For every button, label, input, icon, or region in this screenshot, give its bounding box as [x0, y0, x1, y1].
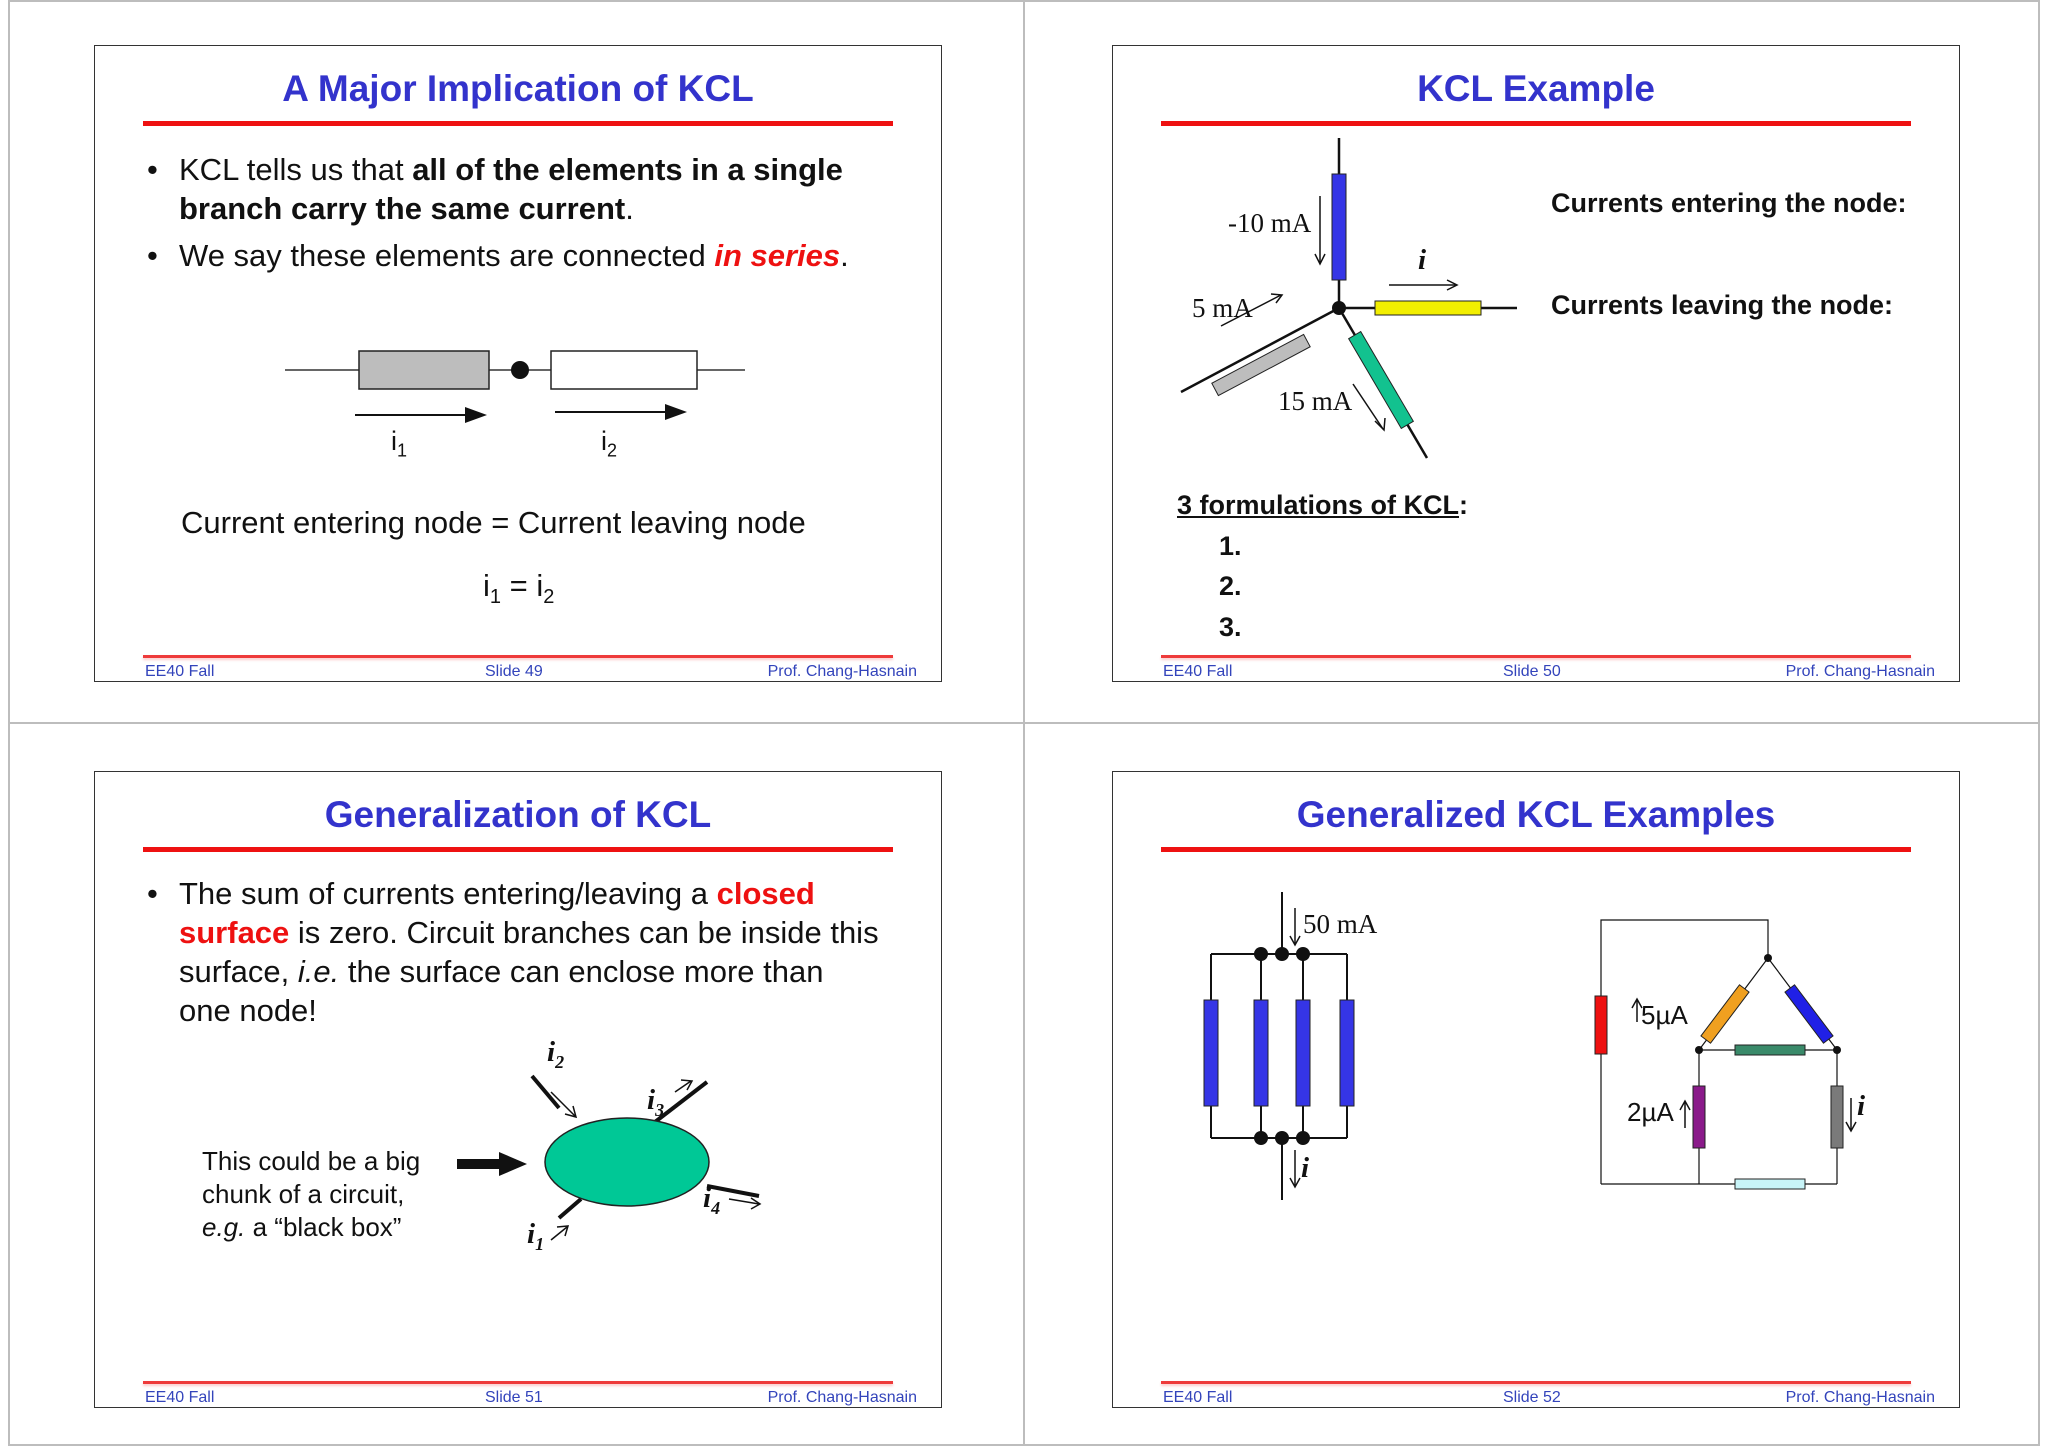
bridge-network — [1595, 920, 1856, 1189]
closed-surface-diagram — [95, 772, 943, 1409]
slide-title: Generalization of KCL — [324, 794, 712, 835]
arrow-i1-head — [465, 407, 487, 423]
kcl-equation: $i_1 = i_2$ — [483, 568, 555, 609]
footer-rule — [1161, 1381, 1911, 1384]
generalized-kcl-diagrams — [1113, 772, 1961, 1409]
arrow-i2-head — [665, 404, 687, 420]
slide-50 — [1112, 45, 1960, 682]
arrow-15mA — [1353, 384, 1383, 429]
footer-rule — [143, 1381, 893, 1384]
currents-leaving-label: Currents leaving the node: — [1551, 290, 1894, 320]
bullet-text: . — [625, 191, 634, 226]
green-resistor — [1349, 332, 1414, 429]
bullet-item: • The sum of currents entering/leaving a closed surface is zero. Circuit branches can be inside this surface, i.e. the surface can enclose more than one node! — [143, 874, 883, 1030]
yellow-resistor — [1375, 301, 1481, 315]
gray-resistor — [359, 351, 489, 389]
slide-title: KCL Example — [1417, 68, 1655, 109]
bullet-text: . — [840, 238, 849, 273]
black-box-note: This could be a big chunk of a circuit, e.g. a “black box” — [202, 1146, 421, 1242]
label-i4: $i_4$ — [703, 1182, 721, 1218]
label-i1: $i_1$ — [527, 1218, 545, 1254]
footer-rule — [143, 655, 893, 658]
footer-course: EE40 Fall — [145, 1389, 215, 1406]
slide-52 — [1112, 771, 1960, 1408]
slide-title: Generalized KCL Examples — [1296, 794, 1776, 835]
formulations-heading: 3 formulations of KCL: — [1177, 490, 1468, 520]
formulation-item: 1. — [1219, 531, 1242, 561]
bullet-text: We say these elements are connected — [179, 238, 715, 273]
label-i: i — [1418, 244, 1427, 276]
label-15ma: 15 mA — [1278, 386, 1353, 416]
node-dot — [511, 361, 529, 379]
horizontal-divider — [8, 722, 2040, 724]
formulation-item: 2. — [1219, 571, 1242, 601]
label-2ua: 2µA — [1627, 1097, 1674, 1127]
branch-i2 — [532, 1076, 559, 1108]
slide-51 — [94, 771, 942, 1408]
bullet-emphasis: in series — [714, 238, 841, 273]
label-i3: $i_3$ — [647, 1084, 665, 1120]
footer-rule — [1161, 655, 1911, 658]
currents-entering-label: Currents entering the node: — [1551, 188, 1907, 218]
footer-author: Prof. Chang-Hasnain — [1785, 663, 1935, 680]
label-i1: $i_1$ — [391, 426, 408, 461]
center-node — [1332, 301, 1346, 315]
footer-course: EE40 Fall — [1163, 1389, 1233, 1406]
blue-resistor — [1332, 174, 1346, 280]
footer-course: EE40 Fall — [145, 663, 215, 680]
slide-49 — [94, 45, 942, 682]
branch-i1 — [559, 1199, 581, 1218]
kcl-statement: Current entering node = Current leaving node — [181, 505, 806, 540]
footer-author: Prof. Chang-Hasnain — [1785, 1389, 1935, 1406]
bullet-emphasis: all of the elements in a single branch carry the same current — [179, 152, 843, 226]
arrow-i1 — [551, 1227, 567, 1240]
slide-title: A Major Implication of KCL — [282, 68, 754, 109]
footer-author: Prof. Chang-Hasnain — [767, 1389, 917, 1406]
label-i2: $i_2$ — [601, 426, 618, 461]
black-box-arrow — [457, 1159, 501, 1169]
label-minus-10ma: -10 mA — [1228, 208, 1312, 238]
footer-course: EE40 Fall — [1163, 663, 1233, 680]
footer-slide-number: Slide 52 — [1503, 1389, 1561, 1406]
footer-slide-number: Slide 50 — [1503, 663, 1561, 680]
footer-slide-number: Slide 49 — [485, 663, 543, 680]
label-i-bridge: i — [1857, 1090, 1866, 1122]
label-i-parallel: i — [1301, 1152, 1310, 1184]
label-i2: $i_2$ — [547, 1036, 565, 1072]
footer-slide-number: Slide 51 — [485, 1389, 543, 1406]
label-5ua: 5µA — [1641, 1000, 1688, 1030]
label-5ma: 5 mA — [1192, 293, 1253, 323]
white-resistor — [551, 351, 697, 389]
bullet-text: KCL tells us that — [179, 152, 413, 187]
footer-author: Prof. Chang-Hasnain — [767, 663, 917, 680]
label-50ma: 50 mA — [1303, 909, 1378, 939]
formulation-item: 3. — [1219, 612, 1242, 642]
closed-surface-blob — [545, 1118, 709, 1206]
